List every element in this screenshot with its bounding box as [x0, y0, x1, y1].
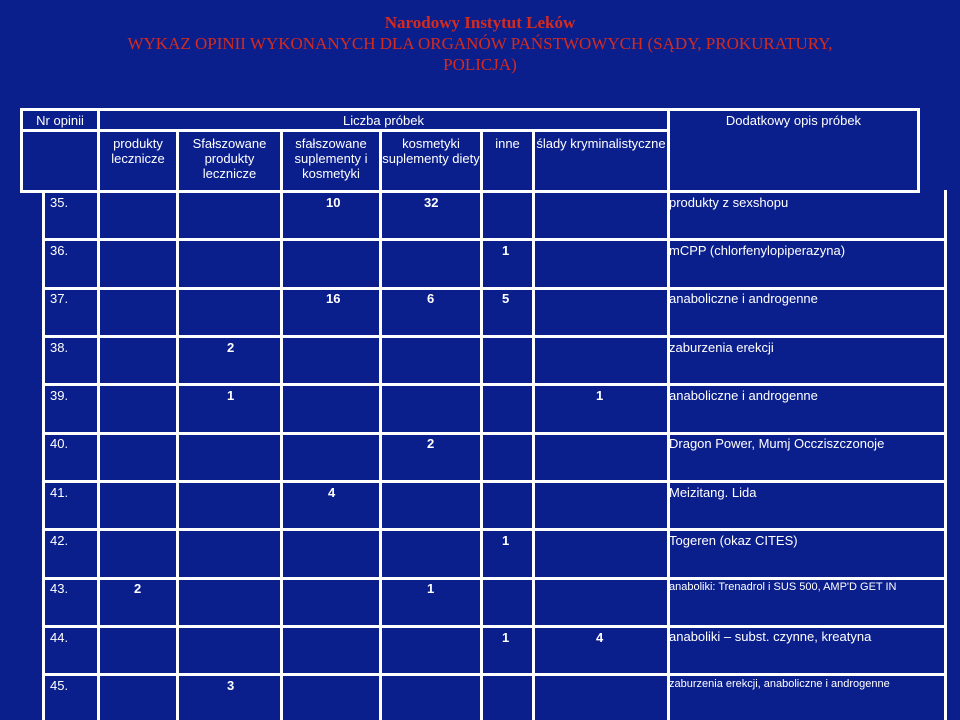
cell-value: 2 [134, 581, 142, 596]
row-nr: 40. [50, 436, 69, 451]
grid-vline [379, 190, 382, 720]
header-nr-opinii: Nr opinii [36, 113, 84, 128]
grid-hline [42, 383, 947, 386]
row-desc: anaboliczne i androgenne [669, 291, 818, 306]
cell-value: 1 [427, 581, 435, 596]
institute-name: Narodowy Instytut Leków [384, 13, 576, 32]
grid-hline [42, 528, 947, 531]
title-line-2: POLICJA) [443, 55, 517, 74]
cell-value: 32 [424, 195, 439, 210]
col-kosmetyki-suplementy: kosmetyki suplementy diety [379, 129, 483, 193]
header-liczba-probek: Liczba próbek [343, 113, 424, 128]
header-dodatkowy-opis-cell [667, 108, 920, 193]
document-title [0, 12, 960, 75]
grid-hline [42, 625, 947, 628]
row-nr: 37. [50, 291, 69, 306]
cell-value: 3 [227, 678, 235, 693]
row-desc: mCPP (chlorfenylopiperazyna) [669, 243, 846, 258]
grid-vline [532, 190, 535, 720]
cell-value: 10 [326, 195, 341, 210]
col-slady-kryminalistyczne: ślady kryminalistyczne [532, 129, 670, 193]
header-nr-spacer [20, 129, 100, 193]
header-dodatkowy-opis: Dodatkowy opis próbek [725, 113, 862, 128]
cell-value: 16 [326, 291, 341, 306]
row-nr: 45. [50, 678, 69, 693]
row-desc: anaboliczne i androgenne [669, 388, 818, 403]
grid-hline [42, 673, 947, 676]
grid-vline [480, 190, 483, 720]
grid-hline [42, 287, 947, 290]
grid-vline [97, 190, 100, 720]
grid-vline [944, 190, 947, 720]
cell-value: 1 [227, 388, 235, 403]
col-sfalszowane-produkty: Sfałszowane produkty lecznicze [176, 129, 283, 193]
cell-value: 1 [596, 388, 604, 403]
row-nr: 44. [50, 630, 69, 645]
row-desc: Meizitang. Lida [669, 485, 757, 500]
row-desc: zaburzenia erekcji [669, 340, 774, 355]
row-nr: 42. [50, 533, 69, 548]
cell-value: 1 [502, 630, 510, 645]
row-nr: 35. [50, 195, 69, 210]
grid-vline [42, 190, 45, 720]
cell-value: 4 [328, 485, 336, 500]
grid-hline [42, 432, 947, 435]
cell-value: 1 [502, 243, 510, 258]
row-desc: produkty z sexshopu [669, 195, 789, 210]
cell-value: 5 [502, 291, 510, 306]
row-nr: 39. [50, 388, 69, 403]
row-nr: 43. [50, 581, 69, 596]
cell-value: 6 [427, 291, 435, 306]
row-desc: anaboliki: Trenadrol i SUS 500, AMP'D GET IN [669, 581, 897, 593]
cell-value: 2 [227, 340, 235, 355]
grid-vline [176, 190, 179, 720]
title-line-1: WYKAZ OPINII WYKONANYCH DLA ORGANÓW PAŃSTWOWYCH (SĄDY, PROKURATURY, [127, 34, 833, 53]
col-sfalszowane-suplementy: sfałszowane suplementy i kosmetyki [280, 129, 382, 193]
cell-value: 1 [502, 533, 510, 548]
col-inne: inne [480, 129, 535, 193]
grid-vline [280, 190, 283, 720]
row-nr: 36. [50, 243, 69, 258]
grid-hline [42, 335, 947, 338]
row-nr: 38. [50, 340, 69, 355]
cell-value: 4 [596, 630, 604, 645]
col-produkty-lecznicze: produkty lecznicze [97, 129, 179, 193]
row-desc: Dragon Power, Mumj Occziszczonoje [669, 436, 885, 451]
cell-value: 2 [427, 436, 435, 451]
row-nr: 41. [50, 485, 69, 500]
row-desc: zaburzenia erekcji, anaboliczne i androgenne [669, 678, 890, 690]
row-desc: Togeren (okaz CITES) [669, 533, 798, 548]
row-desc: anaboliki – subst. czynne, kreatyna [669, 629, 872, 644]
grid-hline [42, 480, 947, 483]
grid-hline [42, 238, 947, 241]
